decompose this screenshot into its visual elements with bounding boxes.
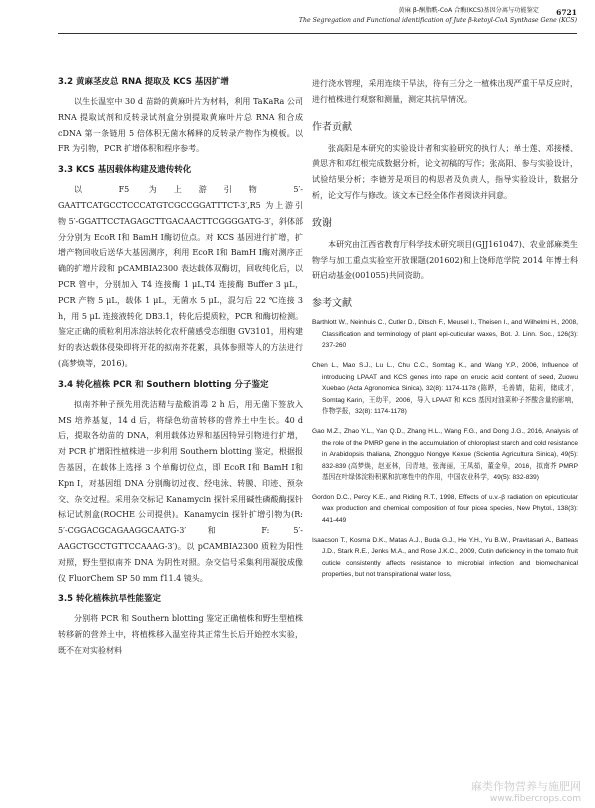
- page-number: 6721: [556, 8, 577, 17]
- site-watermark: [471, 781, 581, 805]
- section-heading: 3.3 KCS 基因载体构建及遗传转化: [58, 165, 192, 176]
- section-3-3: [58, 164, 303, 372]
- references-heading: 参考文献: [312, 298, 352, 310]
- author-contributions-heading: 作者贡献: [312, 121, 352, 133]
- acknowledgements-heading: 致谢: [312, 217, 332, 229]
- section-paragraph: 分别将 PCR 和 Southern blotting 鉴定正确植株和野生型植株转移新的营养土中，将植株移入温室待其正常生长后开始控水实验，既不在对实验材料: [58, 614, 303, 655]
- section-paragraph: 以生长温室中 30 d 苗龄的黄麻叶片为材料，利用 TaKaRa 公司 RNA 提取试剂和反转录试剂盒分别提取黄麻叶片总 RNA 和合成 cDNA 第一条链用 5 倍体积无菌水稀释的反转录产物作为模板。以 FR 为引物，PCR 扩增体积和程序参考。: [58, 97, 303, 154]
- header-title-cn: 黄麻 β-酮脂酰-CoA 合酶(KCS)基因分离与功能鉴定: [398, 7, 539, 14]
- left-column: [58, 76, 303, 666]
- section-3-5: [58, 593, 303, 658]
- reference-item: Gao M.Z., Zhao Y.L., Yan Q.D., Zhang H.L., Wang F.G., and Dong J.G., 2016, Analysis of the role of the PMRP gene in the accumulation of chloroplast starch and cold resistance in Arabidopsis thaliana, Zhongguo Nongye Kexue (Scientia Agricultura Sinica), 49(5): 832-839 (高梦焕，赵亚林，闫青地，张海丽，王凤茹，董金皋，2016，拟南芥 PMRP 基因在叶绿体淀粉积累和抗寒性中的作用，中国农业科学，49(5): 832-839): [312, 427, 578, 482]
- section-heading: 3.5 转化植株抗旱性能鉴定: [58, 594, 162, 605]
- watermark-url: www.fibercrops.com: [490, 794, 581, 804]
- right-column: [312, 76, 578, 589]
- reference-item: Isaacson T., Kosma D.K., Matas A.J., Buda G.J., He Y.H., Yu B.W., Pravitasari A., Batteas J.D., Stark R.E., Jenks M.A., and Rose J.K.C., 2009, Cutin deficiency in the tomato fruit cuticle consistently affects resistance to microbial infection and biomechanical properties, but not transpirational water loss,: [312, 536, 578, 579]
- reference-item: Chen L., Mao S.J., Lu L., Chu C.C., Somtag K., and Wang Y.P., 2006, Influence of introducing LPAAT and KCS genes into rape on erucic acid content of seed, Zuowu Xuebao (Acta Agronomica Sinica), 32(8): 1174-1178 (陈晔，毛善婧，陆莉，储成才，Somtag Karin，王幼平，2006，导入 LPAAT 和 KCS 基因对油菜种子芥酸含量的影响，作物学报，32(8): 1174-1178): [312, 361, 578, 416]
- section-paragraph: 以 F5 为上游引物 5′-GAATTCATGCCTCCCATGTCGCCGGATTTCT-3′,R5 为上游引物 5′-GGATTCCTAGAGCTTGACAACTTCGGGGATG-3′，斜体部分分别为 EcoR Ⅰ和 BamH Ⅰ酶切位点。对 KCS 基因进行扩增，扩增产物回收后送华大基因测序，利用 EcoR Ⅰ和 BamH Ⅰ酶对测序正确的扩增片段和 pCAMBIA2300 表达载体双酶切，回收纯化后，以 PCR 管中，分别加入 T4 连接酶 1 μL,T4 连接酶 Buffer 3 μL，PCR 产物 5 μL，载体 1 μL，无菌水 5 μL，混匀后 22 ℃连接 3 h，用 5 μL 连接液转化 DB3.1，转化后提质粒，PCR 和酶切检测。鉴定正确的质粒利用冻溶法转化农杆菌感受态细胞 GV3101，用构建好的表达载体侵染即将开花的拟南芥花絮，具体参照等人的方法进行(高梦焕等，2016)。: [58, 185, 303, 368]
- header-title-en: The Segregation and Functional identification of Jute β-ketoyl-CoA Synthase Gene (KCS): [298, 17, 577, 24]
- reference-item: Barthlott W., Neinhuis C., Cutler D., Ditsch F., Meusel I., Theisen I., and Wilhelmi H., 2008, Classification and terminology of plant epi-cuticular waxes, Bot. J. Linn. Soc., 126(3): 237-260: [312, 319, 578, 350]
- section-heading: 3.2 黄麻茎皮总 RNA 提取及 KCS 基因扩增: [58, 77, 229, 87]
- running-header: [299, 6, 577, 26]
- header-rule: [58, 33, 577, 34]
- section-paragraph: 拟南芥种子预先用洗洁精与盐酸消毒 2 h 后，用无菌下签放入 MS 培养基复，14 d 后，将绿色幼苗转移的营养土中生长。40 d 后，提取各幼苗的 DNA，利用载体边界和基因特异引物进行扩增，对 PCR 扩增阳性植株进一步利用 Southern blotting 鉴定，根据报告基因，在载体上选择 3 个单酶切位点，即 EcoR Ⅰ和 BamH Ⅰ和 Kpn Ⅰ，对基因组 DNA 分别酶切过夜、经电泳、转膜、印迹、预杂交、杂交过程。采用杂交标记 Kanamycin 探针采用碱性磷酸酶探针标记试剂盒(ROCHE 公司提供)。Kanamycin 探针扩增引物为(R: 5′-CGGACGCAGAAGGCAATG-3′和 F: 5′-AAGCTGCCTGTTCCAAAG-3′)。以 pCAMBIA2300 质粒为阳性对照，野生型拟南芥 DNA 为阴性对照。杂交信号采集利用凝胶成像仪 FluorChem SP 50 mm f11.4 镜头。: [58, 399, 303, 583]
- author-contributions-text: 张高阳是本研究的实验设计者和实验研究的执行人；单士莲、邓接楼、黄思齐和邓红根完成数据分析，论文初稿的写作；张高阳、参与实验设计，试验结果分析；李德芳是项目的构思者及负责人，指导实验设计，数据分析，论文写作与修改。该文本已经全体作者阅读并同意。: [312, 143, 578, 200]
- acknowledgements-text: 本研究由江西省教育厅科学技术研究项目(GJJ161047)、农业部麻类生物学与加工重点实验室开放课题(201602)和上饶师范学院 2014 年博士科研启动基金(001055)共同资助。: [312, 239, 578, 281]
- section-3-2: [58, 76, 303, 157]
- section-heading: 3.4 转化植株 PCR 和 Southern blotting 分子鉴定: [58, 379, 269, 390]
- continued-paragraph: 进行浇水管理，采用连续干旱法，待有三分之一植株出现严重干旱反应时，进行植株进行观察和测量，测定其抗旱情况。: [312, 79, 578, 104]
- reference-list: [312, 317, 578, 581]
- watermark-cn: 麻类作物营养与施肥网: [471, 780, 581, 793]
- reference-item: Gordon D.C., Percy K.E., and Riding R.T., 1998, Effects of u.v.-β radiation on epicuticular wax production and chemical composition of four picea species, New Phytol., 138(3): 441-449: [312, 493, 578, 525]
- section-3-4: [58, 379, 303, 587]
